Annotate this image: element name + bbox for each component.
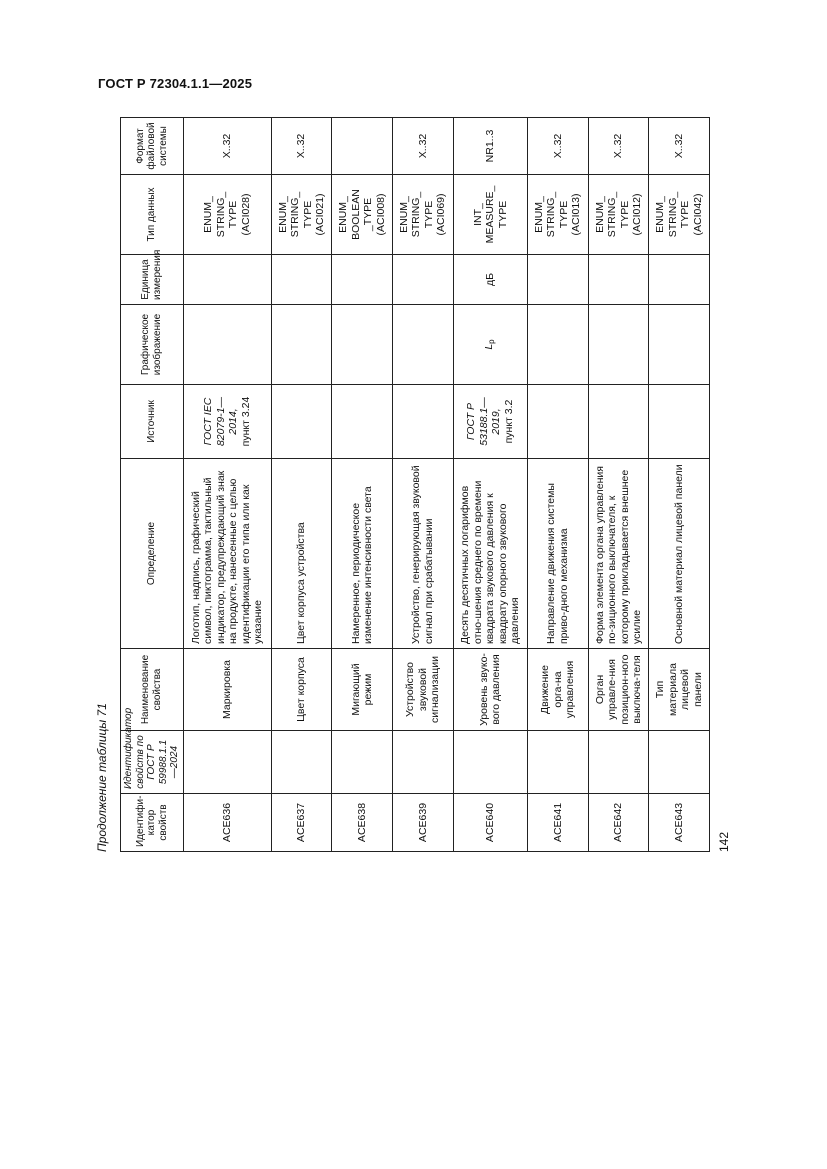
cell-source bbox=[453, 385, 527, 459]
cell-gost-id bbox=[588, 731, 649, 794]
cell-format: X..32 bbox=[271, 118, 332, 175]
cell-data-type: ENUM_ BOOLEAN _TYPE (ACI008) bbox=[332, 175, 393, 255]
cell-definition: Намеренное, периодическое изменение интенсивности света bbox=[332, 459, 393, 649]
cell-source bbox=[392, 385, 453, 459]
cell-id: ACE639 bbox=[392, 794, 453, 852]
cell-unit bbox=[271, 255, 332, 305]
table-caption: Продолжение таблицы 71 bbox=[95, 703, 109, 852]
cell-gost-id bbox=[332, 731, 393, 794]
cell-data-type: INT_ MEASURE_ TYPE bbox=[453, 175, 527, 255]
cell-id: ACE641 bbox=[528, 794, 589, 852]
cell-definition: Логотип, надпись, графический символ, пиктограмма, тактильный индикатор, предупреждающий знак на продукте, нанесенные с целью идентификации его типа или как указание bbox=[183, 459, 271, 649]
cell-format: X..32 bbox=[588, 118, 649, 175]
table-body bbox=[183, 118, 710, 852]
cell-definition: Основной материал лицевой панели bbox=[649, 459, 710, 649]
cell-graphic bbox=[392, 305, 453, 385]
cell-name: Маркировка bbox=[183, 649, 271, 731]
cell-id: ACE640 bbox=[453, 794, 527, 852]
source-point: пункт 3.24 bbox=[239, 396, 252, 447]
cell-gost-id bbox=[392, 731, 453, 794]
cell-graphic bbox=[528, 305, 589, 385]
properties-table bbox=[120, 117, 710, 852]
cell-gost-id bbox=[453, 731, 527, 794]
cell-source bbox=[528, 385, 589, 459]
cell-unit bbox=[392, 255, 453, 305]
cell-data-type: ENUM_ STRING_ TYPE (ACI021) bbox=[271, 175, 332, 255]
cell-source bbox=[271, 385, 332, 459]
cell-graphic bbox=[649, 305, 710, 385]
col-header-unit: Единица измерения bbox=[121, 255, 184, 305]
cell-definition: Цвет корпуса устройства bbox=[271, 459, 332, 649]
cell-gost-id bbox=[183, 731, 271, 794]
cell-source bbox=[183, 385, 271, 459]
cell-format: X..32 bbox=[392, 118, 453, 175]
table-row bbox=[271, 118, 332, 852]
col-header-format: Формат файловой системы bbox=[121, 118, 184, 175]
cell-unit bbox=[183, 255, 271, 305]
cell-gost-id bbox=[271, 731, 332, 794]
cell-data-type: ENUM_ STRING_ TYPE (ACI012) bbox=[588, 175, 649, 255]
cell-graphic bbox=[183, 305, 271, 385]
cell-definition: Направление движения системы приво-дного механизма bbox=[528, 459, 589, 649]
col-header-source: Источник bbox=[121, 385, 184, 459]
cell-graphic bbox=[332, 305, 393, 385]
cell-data-type: ENUM_ STRING_ TYPE (ACI013) bbox=[528, 175, 589, 255]
cell-source bbox=[588, 385, 649, 459]
cell-id: ACE638 bbox=[332, 794, 393, 852]
graphic-symbol: L bbox=[482, 343, 495, 350]
cell-definition: Десять десятичных логарифмов отно-шения среднего по времени квадрата звукового давления к квадрату опорного звукового давления bbox=[453, 459, 527, 649]
cell-unit bbox=[332, 255, 393, 305]
cell-definition: Устройство, генерирующая звуковой сигнал при срабатывании bbox=[392, 459, 453, 649]
table-row bbox=[453, 118, 527, 852]
cell-format: X..32 bbox=[183, 118, 271, 175]
rotated-content bbox=[95, 118, 735, 852]
cell-name: Движение орга-на управления bbox=[528, 649, 589, 731]
cell-graphic bbox=[271, 305, 332, 385]
document-code: ГОСТ Р 72304.1.1—2025 bbox=[98, 76, 253, 91]
cell-gost-id bbox=[649, 731, 710, 794]
graphic-subscript: p bbox=[486, 339, 496, 344]
table-row bbox=[183, 118, 271, 852]
cell-data-type: ENUM_ STRING_ TYPE (ACI069) bbox=[392, 175, 453, 255]
table-row bbox=[392, 118, 453, 852]
source-reference: ГОСТ Р 53188.1—2019, bbox=[465, 397, 503, 446]
cell-name: Устройство звуковой сигнализации bbox=[392, 649, 453, 731]
cell-name: Цвет корпуса bbox=[271, 649, 332, 731]
table-row bbox=[649, 118, 710, 852]
cell-name: Орган управле-ния позицион-ного выключа-теля bbox=[588, 649, 649, 731]
cell-definition: Форма элемента органа управления по-зиционного выключателя, к которому прикладывается внешнее усилие bbox=[588, 459, 649, 649]
table-row bbox=[332, 118, 393, 852]
page-number: 142 bbox=[717, 831, 731, 852]
cell-format: X..32 bbox=[528, 118, 589, 175]
col-header-name: Наименование свойства bbox=[121, 649, 184, 731]
cell-unit bbox=[588, 255, 649, 305]
cell-source bbox=[332, 385, 393, 459]
table-header-row bbox=[121, 118, 184, 852]
cell-id: ACE642 bbox=[588, 794, 649, 852]
col-header-id: Идентифи-катор свойств bbox=[121, 794, 184, 852]
cell-unit: дБ bbox=[453, 255, 527, 305]
cell-format bbox=[332, 118, 393, 175]
cell-id: ACE643 bbox=[649, 794, 710, 852]
col-header-definition: Определение bbox=[121, 459, 184, 649]
cell-format: NR1..3 bbox=[453, 118, 527, 175]
col-header-data-type: Тип данных bbox=[121, 175, 184, 255]
cell-name: Мигающий режим bbox=[332, 649, 393, 731]
cell-gost-id bbox=[528, 731, 589, 794]
source-point: пункт 3.2 bbox=[502, 399, 515, 444]
col-header-graphic: Графическое изображение bbox=[121, 305, 184, 385]
cell-name: Тип материала лицевой панели bbox=[649, 649, 710, 731]
source-reference: ГОСТ IEC 82079-1—2014, bbox=[202, 396, 240, 447]
cell-format: X..32 bbox=[649, 118, 710, 175]
cell-unit bbox=[649, 255, 710, 305]
cell-name: Уровень звуко-вого давления bbox=[453, 649, 527, 731]
cell-graphic bbox=[453, 305, 527, 385]
cell-source bbox=[649, 385, 710, 459]
cell-data-type: ENUM_ STRING_ TYPE (ACI028) bbox=[183, 175, 271, 255]
rotated-page-area bbox=[95, 118, 735, 852]
cell-id: ACE636 bbox=[183, 794, 271, 852]
col-header-gost-id: Идентификатор свойств по ГОСТ Р 59988.1.1—2024 bbox=[121, 731, 184, 794]
table-row bbox=[528, 118, 589, 852]
cell-data-type: ENUM_ STRING_ TYPE (ACI042) bbox=[649, 175, 710, 255]
cell-id: ACE637 bbox=[271, 794, 332, 852]
cell-graphic bbox=[588, 305, 649, 385]
table-row bbox=[588, 118, 649, 852]
cell-unit bbox=[528, 255, 589, 305]
